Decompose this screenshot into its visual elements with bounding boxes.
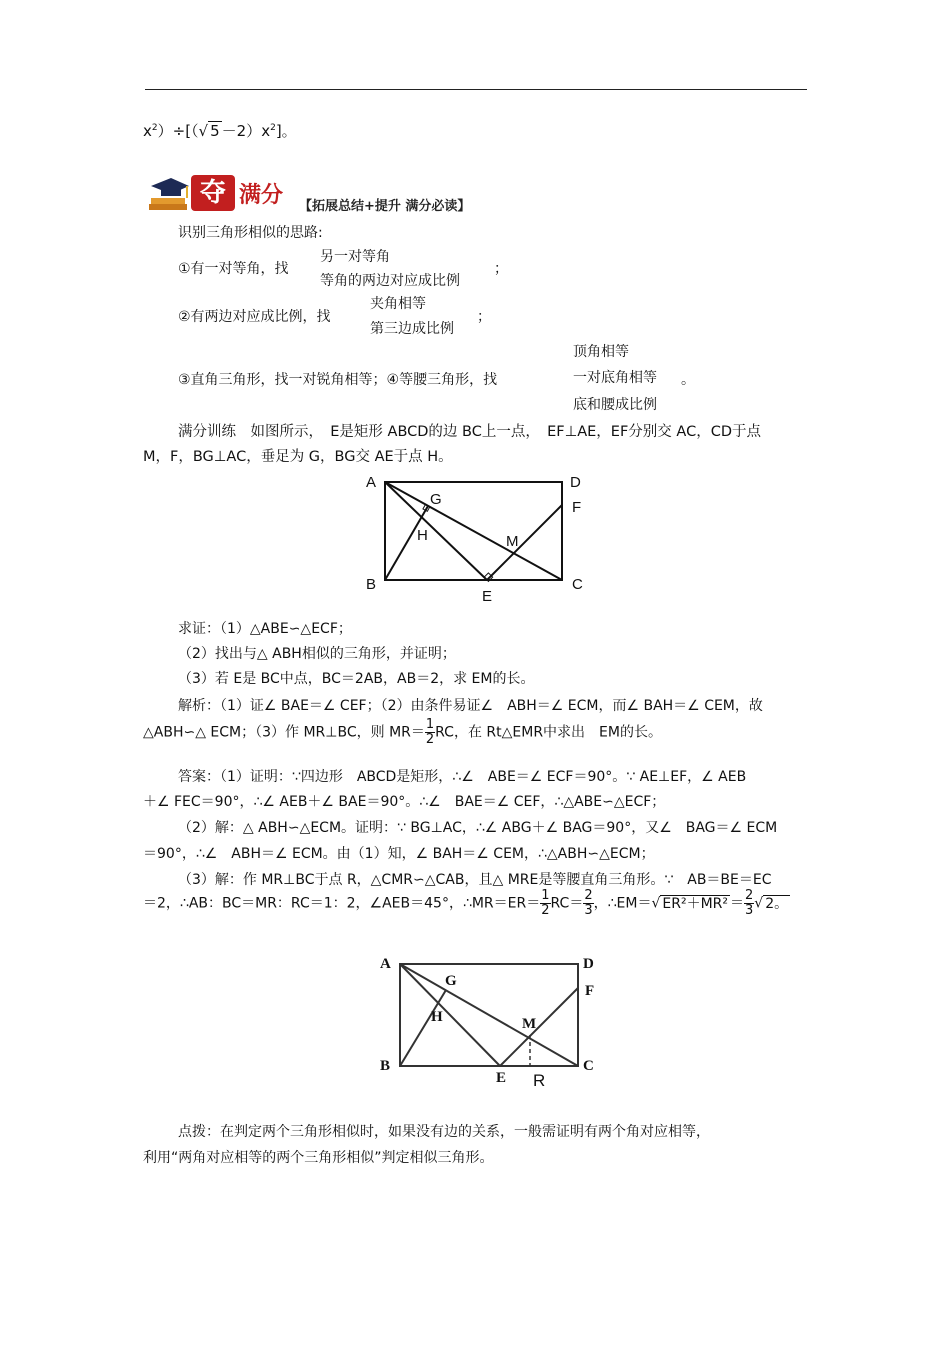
fig2-label-g: G — [445, 973, 457, 989]
segment-ef — [487, 505, 562, 580]
fig2-label-h: H — [431, 1009, 443, 1025]
prove-part2: （2）找出与△ ABH相似的三角形，并证明； — [178, 646, 456, 662]
geometry-figure-1 — [355, 470, 605, 605]
answer-line4: ＝90°，∴∠ ABH＝∠ ECM。由（1）知，∠ BAH＝∠ CEM，∴△ABH∽△ECM； — [143, 846, 655, 862]
geometry-figure-2 — [370, 950, 610, 1090]
fig2-label-f: F — [585, 983, 595, 999]
full-score-banner — [147, 172, 492, 218]
fig1-label-f: F — [572, 499, 582, 516]
rule2-option2: 第三边成比例 — [370, 321, 454, 337]
answer-line3: （2）解：△ ABH∽△ECM。证明：∵ BG⊥AC，∴∠ ABG＋∠ BAG＝90°，又∠ BAG＝∠ ECM — [178, 820, 778, 836]
header-rule — [145, 89, 807, 90]
answer-line5: （3）解：作 MR⊥BC于点 R，△CMR∽△CAB，且△ MRE是等腰直角三角形。∵ AB＝BE＝EC — [178, 872, 772, 888]
tip-line2: 利用“两角对应相等的两个三角形相似”判定相似三角形。 — [143, 1150, 494, 1166]
answer-line2: ＋∠ FEC＝90°，∴∠ AEB＋∠ BAE＝90°。∴∠ BAE＝∠ CEF，∴△ABE∽△ECF； — [143, 794, 666, 810]
fig1-label-m: M — [506, 533, 519, 550]
fig1-label-d: D — [570, 474, 581, 491]
prove-part3: （3）若 E是 BC中点，BC＝2AB，AB＝2，求 EM的长。 — [178, 671, 535, 687]
answer-line6: ＝2，∴AB：BC＝MR：RC＝1：2，∠AEB＝45°，∴MR＝ER＝ $\frac{1}{2}$ RC＝ $\frac{2}{3}$ ，∴EM＝√ ER²＋MR² ＝ $\frac{2}{3}$ √ 2。 — [143, 888, 789, 918]
analysis-line2: △ABH∽△ ECM；（3）作 MR⊥BC，则 MR＝ $\frac{1}{2}$ RC，在 Rt△EMR中求出 EM的长。 — [143, 717, 662, 747]
fig2-label-b: B — [380, 1058, 391, 1074]
rule3-lead: ③直角三角形，找一对锐角相等；④等腰三角形，找 — [178, 372, 498, 388]
fig1-label-a: A — [366, 474, 377, 491]
fig2-label-c: C — [583, 1058, 594, 1074]
rule1-option1: 另一对等角 — [320, 249, 390, 265]
fig1-label-e: E — [482, 588, 493, 605]
banner-tag: 【拓展总结+提升 满分必读】 — [299, 199, 471, 214]
fig2-label-e: E — [496, 1070, 507, 1086]
fig1-label-h: H — [417, 527, 428, 544]
manfen-title: 满分 — [239, 183, 284, 208]
fig1-label-c: C — [572, 576, 583, 593]
rule1-end: ； — [494, 261, 508, 277]
rule3-option3: 底和腰成比例 — [573, 397, 657, 413]
rule1-option2: 等角的两边对应成比例 — [320, 273, 460, 289]
problem-line2: M，F，BG⊥AC，垂足为 G，BG交 AE于点 H。 — [143, 449, 453, 465]
rule1-lead: ①有一对等角，找 — [178, 261, 289, 277]
fig1-label-g: G — [430, 491, 442, 508]
rule2-option1: 夹角相等 — [370, 296, 426, 312]
fig2-label-m: M — [522, 1016, 537, 1032]
fig2-label-r: R — [533, 1071, 546, 1090]
rule3-option1: 顶角相等 — [573, 344, 629, 360]
fig2-label-a: A — [380, 956, 391, 972]
segment-bg-2 — [400, 990, 446, 1066]
graduation-cap-icon — [147, 172, 191, 216]
problem-line1: 满分训练 如图所示， E是矩形 ABCD的边 BC上一点， EF⊥AE，EF分别交 AC，CD于点 — [178, 424, 761, 440]
rule3-end: 。 — [681, 372, 695, 388]
qi-badge: 夺 — [191, 175, 235, 211]
rule2-end: ； — [477, 309, 491, 325]
fig1-label-b: B — [366, 576, 377, 593]
tip-line1: 点拨：在判定两个三角形相似时，如果没有边的关系，一般需证明有两个角对应相等， — [178, 1124, 710, 1140]
prove-part1: 求证：（1）△ABE∽△ECF； — [178, 621, 352, 637]
rule2-lead: ②有两边对应成比例，找 — [178, 309, 331, 325]
rule3-option2: 一对底角相等 — [573, 370, 657, 386]
answer-line1: 答案：（1）证明：∵四边形 ABCD是矩形，∴∠ ABE＝∠ ECF＝90°。∵ AE⊥EF，∠ AEB — [178, 769, 747, 785]
intro-text: 识别三角形相似的思路: — [178, 225, 323, 241]
formula-line: $x^2)\div[(√$ $5 -2)x^2$]。 — [143, 122, 297, 140]
fig2-label-d: D — [583, 956, 594, 972]
analysis-line1: 解析：（1）证∠ BAE＝∠ CEF；（2）由条件易证∠ ABH＝∠ ECM，而∠ BAH＝∠ CEM，故 — [178, 698, 763, 714]
